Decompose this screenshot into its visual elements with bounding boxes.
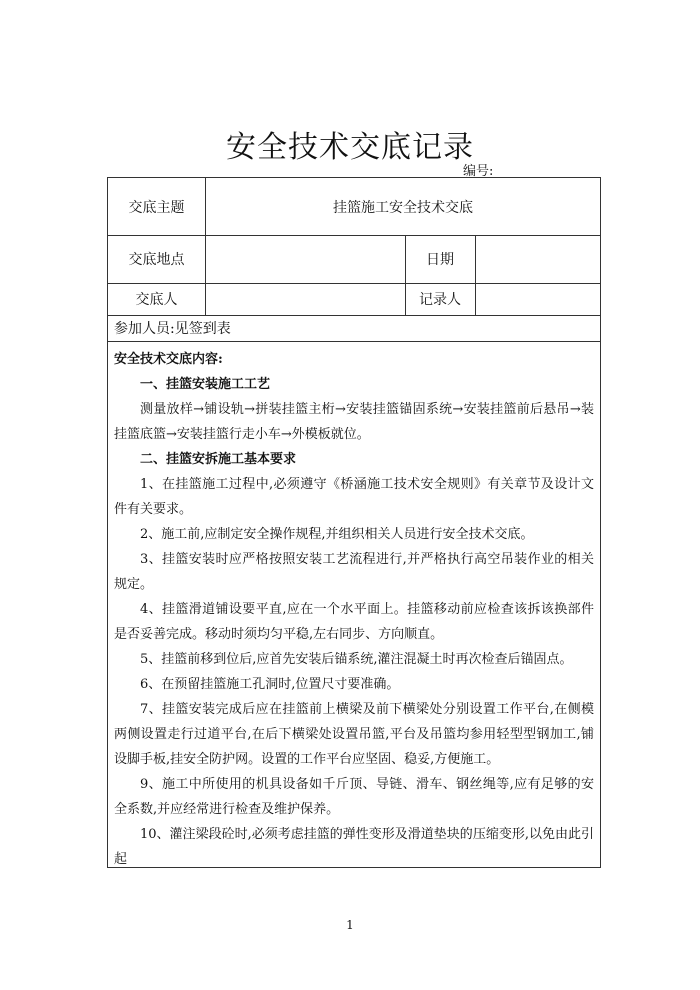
date-label: 日期 (426, 252, 454, 268)
recorder-label: 记录人 (419, 292, 461, 308)
requirement-item: 7、挂篮安装完成后应在挂篮前上横梁及前下横梁处分别设置工作平台,在侧模两侧设置走行过道平台,在后下横梁处设置吊篮,平台及吊篮均参用轻型型钢加工,铺设脚手板,挂安全防护网。设置的工作平台应坚固、稳妥,方便施工。 (114, 702, 594, 767)
location-value[interactable] (205, 235, 405, 283)
requirement-item: 2、施工前,应制定安全操作规程,并组织相关人员进行安全技术交底。 (140, 527, 534, 542)
date-value[interactable] (475, 235, 601, 283)
participants-row: 参加人员:见签到表 (114, 321, 231, 337)
section-2-title: 二、挂篮安拆施工基本要求 (140, 452, 297, 467)
requirement-item: 5、挂篮前移到位后,应首先安装后锚系统,灌注混凝土时再次检查后锚固点。 (140, 652, 573, 667)
page-number: 1 (346, 918, 354, 932)
recorder-value[interactable] (475, 283, 601, 315)
serial-number-label: 编号: (463, 164, 494, 179)
subject-label: 交底主题 (128, 199, 185, 216)
requirement-item: 6、在预留挂篮施工孔洞时,位置尺寸要准确。 (140, 677, 400, 692)
section-1-title: 一、挂篮安装施工工艺 (140, 377, 271, 392)
requirement-item: 1、在挂篮施工过程中,必须遵守《桥涵施工技术安全规则》有关章节及设计文件有关要求。 (114, 477, 594, 517)
record-form (107, 177, 601, 868)
content-heading: 安全技术交底内容: (114, 352, 223, 367)
presenter-label: 交底人 (135, 292, 178, 308)
presenter-value[interactable] (205, 283, 405, 315)
document-title: 安全技术交底记录 (226, 130, 474, 165)
requirement-item: 3、挂篮安装时应严格按照安装工艺流程进行,并严格执行高空吊装作业的相关规定。 (114, 552, 594, 592)
requirement-item: 10、灌注梁段砼时,必须考虑挂篮的弹性变形及滑道垫块的压缩变形,以免由此引起 (114, 827, 594, 867)
briefing-content (108, 341, 600, 867)
requirement-item: 4、挂篮滑道铺设要平直,应在一个水平面上。挂篮移动前应检查该拆该换部件是否妥善完成。移动时须均匀平稳,左右同步、方向顺直。 (114, 602, 594, 642)
section-1-text: 测量放样→铺设轨→拼装挂篮主桁→安装挂篮锚固系统→安装挂篮前后悬吊→装挂篮底篮→安装挂篮行走小车→外模板就位。 (114, 402, 594, 442)
location-label: 交底地点 (128, 252, 185, 268)
subject-value[interactable]: 挂篮施工安全技术交底 (333, 199, 473, 216)
requirement-item: 9、施工中所使用的机具设备如千斤顶、导链、滑车、钢丝绳等,应有足够的安全系数,并应经常进行检查及维护保养。 (114, 777, 594, 817)
